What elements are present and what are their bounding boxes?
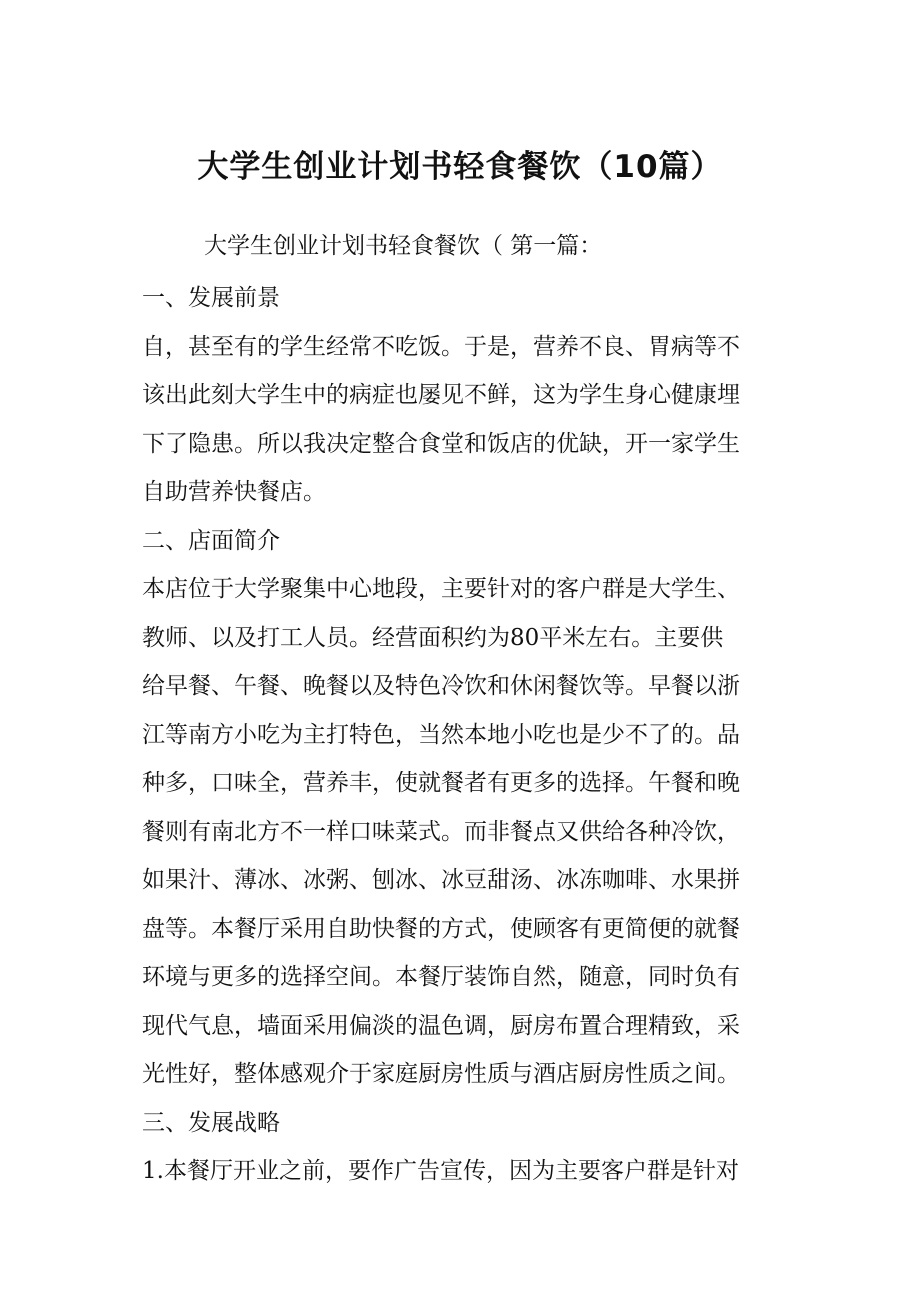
paragraph-line: 自，甚至有的学生经常不吃饭。于是，营养不良、胃病等不 [142, 333, 740, 360]
paragraph-line: 自助营养快餐店。 [142, 479, 326, 505]
paragraph-line: 光性好，整体感观介于家庭厨房性质与酒店厨房性质之间。 [142, 1061, 740, 1087]
paragraph-line: 下了隐患。所以我决定整合食堂和饭店的优缺，开一家学生 [142, 430, 740, 457]
paragraph-line: 江等南方小吃为主打特色，当然本地小吃也是少不了的。品 [142, 721, 740, 748]
document-title: 大学生创业计划书轻食餐饮（10篇） [197, 149, 723, 185]
document-subtitle: 大学生创业计划书轻食餐饮（ 第一篇： [204, 233, 603, 259]
paragraph-line: 盘等。本餐厅采用自助快餐的方式，使顾客有更简便的就餐 [142, 915, 740, 942]
paragraph-line: 给早餐、午餐、晚餐以及特色冷饮和休闲餐饮等。早餐以浙 [142, 673, 740, 699]
paragraph-line: 该出此刻大学生中的病症也屡见不鲜，这为学生身心健康埋 [142, 382, 740, 408]
paragraph-line: 餐则有南北方不一样口味菜式。而非餐点又供给各种冷饮， [142, 818, 740, 845]
paragraph-line: 如果汁、薄冰、冰粥、刨冰、冰豆甜汤、冰冻咖啡、水果拼 [142, 867, 740, 893]
paragraph-line: 环境与更多的选择空间。本餐厅装饰自然，随意，同时负有 [142, 964, 740, 990]
document-body [142, 274, 792, 1196]
paragraph-line: 现代气息，墙面采用偏淡的温色调，厨房布置合理精致，采 [142, 1012, 740, 1039]
section-heading: 一、发展前景 [142, 285, 280, 311]
paragraph-line: 教师、以及打工人员。经营面积约为80平米左右。主要供 [142, 624, 724, 651]
paragraph-line: 种多，口味全，营养丰，使就餐者有更多的选择。午餐和晚 [142, 770, 740, 796]
section-heading: 三、发展战略 [142, 1109, 280, 1136]
section-heading: 二、店面简介 [142, 527, 280, 554]
paragraph-line: 1.本餐厅开业之前，要作广告宣传，因为主要客户群是针对 [142, 1158, 739, 1184]
paragraph-line: 本店位于大学聚集中心地段，主要针对的客户群是大学生、 [142, 576, 740, 602]
